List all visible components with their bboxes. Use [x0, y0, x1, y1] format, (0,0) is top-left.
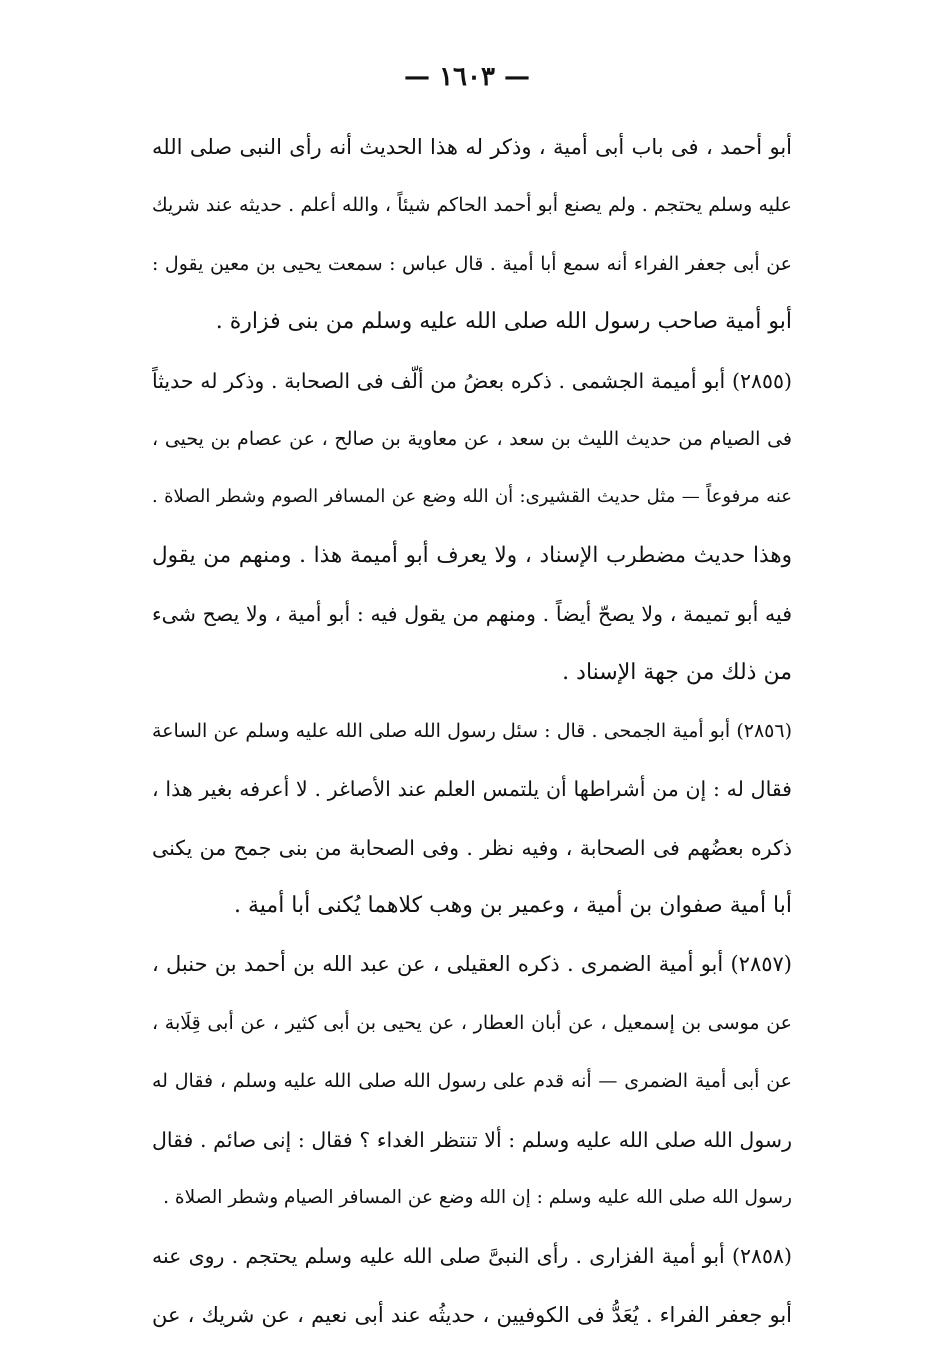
entry-2856-line: (٢٨٥٦) أبو أمية الجمحى . قال : سئل رسول الله صلى الله عليه وسلم عن الساعة — [152, 719, 792, 742]
entry-2858-line: (٢٨٥٨) أبو أمية الفزارى . رأى النبىَّ صلى الله عليه وسلم يحتجم . روى عنه — [152, 1244, 792, 1269]
text-line: أبا أمية صفوان بن أمية ، وعمير بن وهب كلاهما يُكنى أبا أمية . — [233, 893, 792, 919]
text-line: عن أبى جعفر الفراء أنه سمع أبا أمية . قال عباس : سمعت يحيى بن معين يقول : — [152, 252, 792, 275]
text-line: من ذلك من جهة الإسناد . — [562, 659, 792, 685]
text-line: أبو أحمد ، فى باب أبى أمية ، وذكر له هذا الحديث أنه رأى النبى صلى الله — [152, 135, 792, 159]
entry-2855-line: (٢٨٥٥) أبو أميمة الجشمى . ذكره بعضُ من ألّف فى الصحابة . وذكر له حديثاً — [152, 368, 792, 393]
text-line: رسول الله صلى الله عليه وسلم : إن الله وضع عن المسافر الصيام وشطر الصلاة . — [163, 1187, 792, 1209]
page-number: — ١٦٠٣ — — [404, 62, 530, 92]
text-line: فيه أبو تميمة ، ولا يصحّ أيضاً . ومنهم من يقول فيه : أبو أمية ، ولا يصح شىء — [152, 602, 792, 627]
text-line: أبو جعفر الفراء . يُعَدُّ فى الكوفيين ، حديثُه عند أبى نعيم ، عن شريك ، عن — [152, 1302, 792, 1327]
entry-2857-line: (٢٨٥٧) أبو أمية الضمرى . ذكره العقيلى ، عن عبد الله بن أحمد بن حنبل ، — [152, 952, 792, 977]
text-line: وهذا حديث مضطرب الإسناد ، ولا يعرف أبو أميمة هذا . ومنهم من يقول — [152, 542, 792, 568]
text-line: فى الصيام من حديث الليث بن سعد ، عن معاوية بن صالح ، عن عصام بن يحيى ، — [152, 427, 792, 450]
text-line: رسول الله صلى الله عليه وسلم : ألا تنتظر الغداء ؟ فقال : إنى صائم . فقال — [152, 1127, 792, 1152]
text-line: عن موسى بن إسمعيل ، عن أبان العطار ، عن يحيى بن أبى كثير ، عن أبى قِلَابة ، — [152, 1011, 792, 1034]
text-line: عنه مرفوعاً — مثل حديث القشيرى: أن الله وضع عن المسافر الصوم وشطر الصلاة . — [152, 486, 792, 508]
text-line: ذكره بعضُهم فى الصحابة ، وفيه نظر . وفى الصحابة من بنى جمح من يكنى — [152, 835, 792, 860]
text-line: أبو أمية صاحب رسول الله صلى الله عليه وسلم من بنى فزارة . — [215, 309, 792, 335]
text-line: عن أبى أمية الضمرى — أنه قدم على رسول الله صلى الله عليه وسلم ، فقال له — [152, 1070, 792, 1093]
body-text — [152, 118, 792, 1344]
text-line: فقال له : إن من أشراطها أن يلتمس العلم عند الأصاغر . لا أعرفه بغير هذا ، — [152, 777, 792, 802]
text-line: عليه وسلم يحتجم . ولم يصنع أبو أحمد الحاكم شيئاً ، والله أعلم . حديثه عند شريك — [152, 194, 792, 217]
